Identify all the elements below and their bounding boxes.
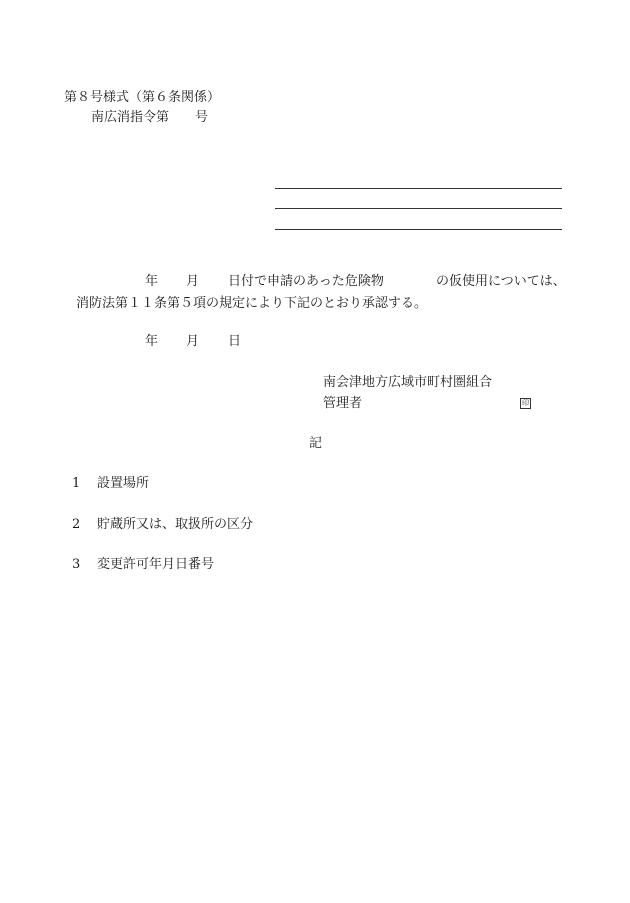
date-day-label: 日 xyxy=(228,334,242,349)
seal-mark: 印 xyxy=(522,399,529,407)
issuer-organization: 南会津地方広域市町村圏組合 xyxy=(323,375,493,390)
date-year-label: 年 xyxy=(145,334,159,349)
form-number: 第８号様式（第６条関係） xyxy=(64,90,221,105)
item-1-number: 1 xyxy=(72,476,81,491)
issuer-title: 管理者 xyxy=(323,396,363,411)
body-year-label: 年 xyxy=(145,274,159,289)
date-month-label: 月 xyxy=(186,334,200,349)
item-3-number: 3 xyxy=(72,557,81,572)
addressee-line-1 xyxy=(275,188,562,189)
item-1-label: 設置場所 xyxy=(97,476,150,491)
item-2-number: 2 xyxy=(72,517,81,532)
addressee-line-2 xyxy=(275,208,562,209)
item-3-label: 変更許可年月日番号 xyxy=(97,557,215,572)
note-heading: 記 xyxy=(309,436,323,451)
body-day-text: 日付で申請のあった危険物 xyxy=(228,274,384,289)
body-month-label: 月 xyxy=(186,274,200,289)
document-number: 南広消指令第 号 xyxy=(91,110,209,125)
item-2-label: 貯蔵所又は、取扱所の区分 xyxy=(97,517,254,532)
addressee-line-3 xyxy=(275,229,562,230)
body-approval-text: 消防法第１１条第５項の規定により下記のとおり承認する。 xyxy=(76,296,428,311)
body-suffix-text: の仮使用については、 xyxy=(436,274,566,289)
